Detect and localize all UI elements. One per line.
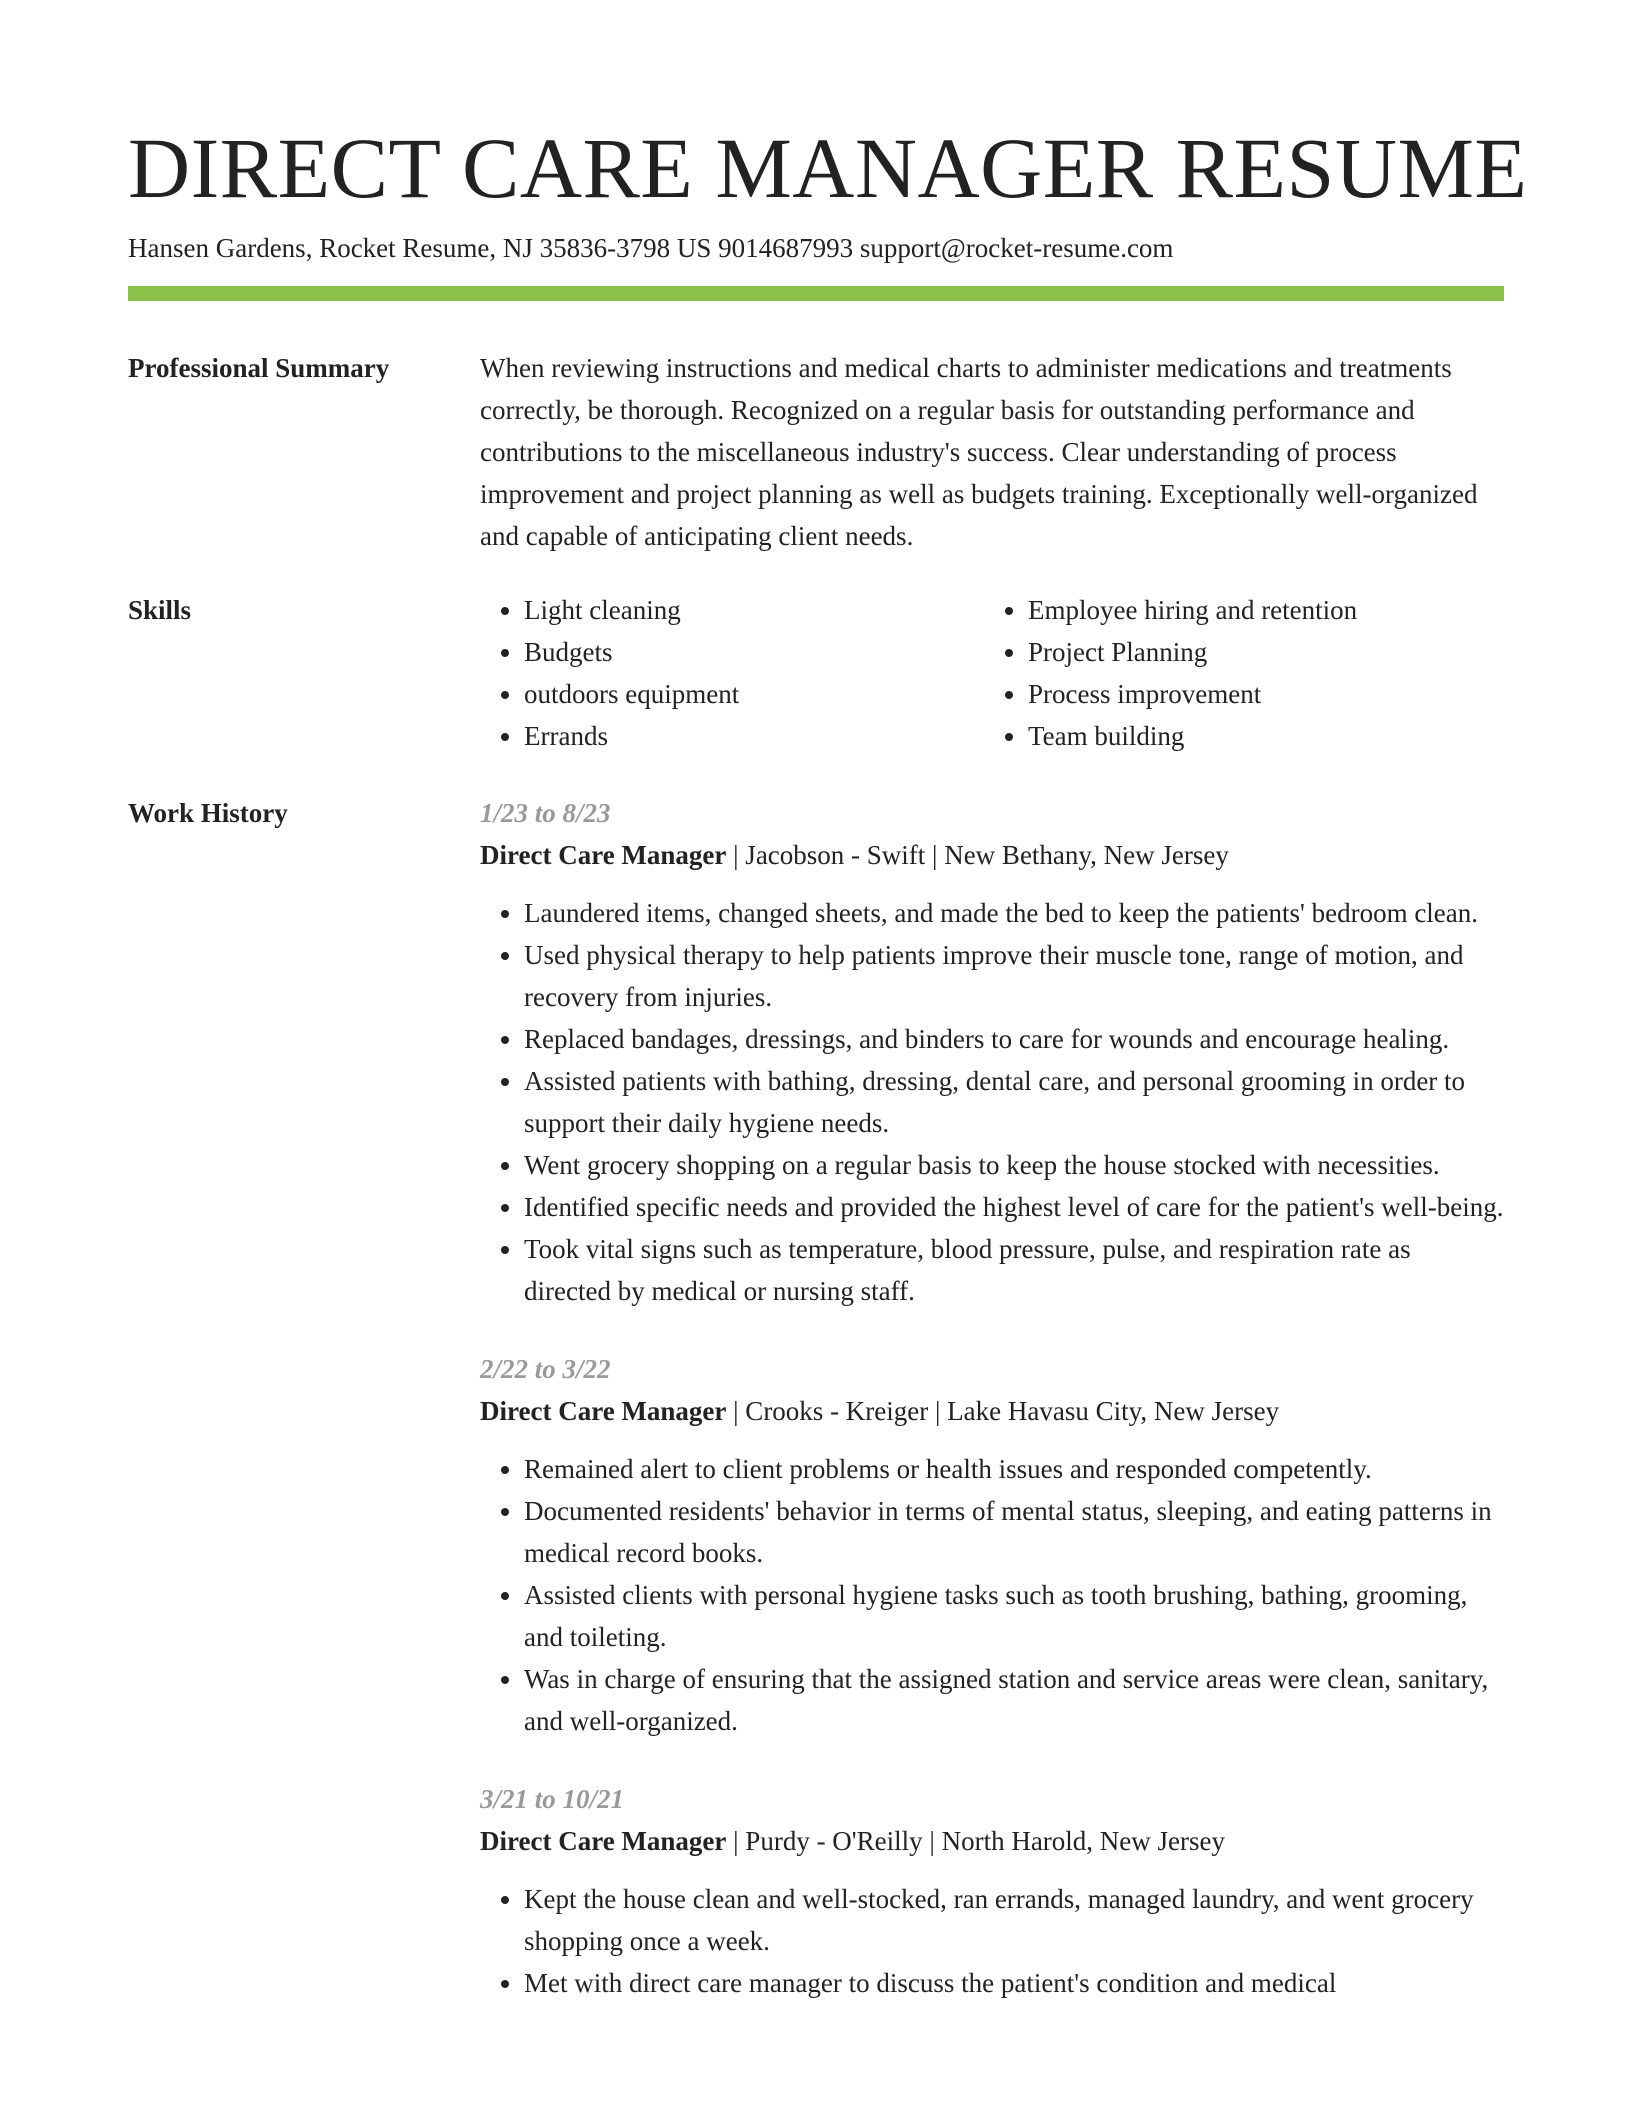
job-heading-line (480, 1820, 1504, 1862)
job-duty: • Kept the house clean and well-stocked, ran errands, managed laundry, and went grocery shopping once a week. (524, 1878, 1504, 1962)
job-dates: 2/22 to 3/22 (480, 1354, 611, 1384)
job-duty: • Assisted clients with personal hygiene tasks such as tooth brushing, bathing, grooming, and toileting. (524, 1574, 1504, 1658)
summary-heading: Professional Summary (128, 353, 390, 383)
job-entry (480, 1348, 1504, 1742)
accent-divider (128, 286, 1504, 301)
job-title: Direct Care Manager (480, 1396, 727, 1426)
job-duty: • Met with direct care manager to discuss the patient's condition and medical (524, 1962, 1504, 2004)
skill-item: • Team building (1028, 715, 1488, 757)
job-duty: • Laundered items, changed sheets, and made the bed to keep the patients' bedroom clean. (524, 892, 1504, 934)
job-dates: 1/23 to 8/23 (480, 798, 611, 828)
summary-text: When reviewing instructions and medical charts to administer medications and treatments correctly, be thorough. Recognized on a regular basis for outstanding performance and contributions to the miscellaneous industry's success. Clear understanding of process improvement and project planning as well as budgets training. Exceptionally well-organized and capable of anticipating client needs. (480, 353, 1478, 551)
work-history-heading: Work History (128, 798, 288, 828)
job-heading-line (480, 1390, 1504, 1432)
skill-item: • Process improvement (1028, 673, 1488, 715)
skill-item: • Project Planning (1028, 631, 1488, 673)
summary-body (480, 347, 1504, 557)
work-history-body (480, 792, 1504, 2040)
job-duty: • Replaced bandages, dressings, and binders to care for wounds and encourage healing. (524, 1018, 1504, 1060)
skill-item: • Budgets (524, 631, 984, 673)
skills-columns (480, 589, 1504, 757)
job-duty: • Used physical therapy to help patients improve their muscle tone, range of motion, and recovery from injuries. (524, 934, 1504, 1018)
job-duty: • Took vital signs such as temperature, blood pressure, pulse, and respiration rate as directed by medical or nursing staff. (524, 1228, 1504, 1312)
job-title: Direct Care Manager (480, 1826, 727, 1856)
resume-title: DIRECT CARE MANAGER RESUME (128, 120, 1528, 216)
skill-item: • outdoors equipment (524, 673, 984, 715)
skills-body (480, 589, 1504, 757)
job-employer-location: | Purdy - O'Reilly | North Harold, New Jersey (726, 1826, 1225, 1856)
job-duties-list (480, 1878, 1504, 2004)
skills-heading: Skills (128, 595, 192, 625)
contact-info: Hansen Gardens, Rocket Resume, NJ 35836-3798 US 9014687993 support@rocket-resume.com (128, 233, 1174, 263)
job-duty: • Documented residents' behavior in terms of mental status, sleeping, and eating patterns in medical record books. (524, 1490, 1504, 1574)
job-duty: • Identified specific needs and provided the highest level of care for the patient's well-being. (524, 1186, 1504, 1228)
skill-item: • Employee hiring and retention (1028, 589, 1488, 631)
job-duty: • Remained alert to client problems or health issues and responded competently. (524, 1448, 1504, 1490)
skill-item: • Light cleaning (524, 589, 984, 631)
job-duties-list (480, 892, 1504, 1312)
job-duty: • Assisted patients with bathing, dressing, dental care, and personal grooming in order to support their daily hygiene needs. (524, 1060, 1504, 1144)
job-duty: • Went grocery shopping on a regular basis to keep the house stocked with necessities. (524, 1144, 1504, 1186)
job-duties-list (480, 1448, 1504, 1742)
job-entry (480, 792, 1504, 1312)
skills-list-left (480, 589, 984, 757)
skill-item: • Errands (524, 715, 984, 757)
job-duty: • Was in charge of ensuring that the assigned station and service areas were clean, sanitary, and well-organized. (524, 1658, 1504, 1742)
skills-list-right (984, 589, 1488, 757)
job-heading-line (480, 834, 1504, 876)
job-dates: 3/21 to 10/21 (480, 1784, 625, 1814)
job-employer-location: | Crooks - Kreiger | Lake Havasu City, New Jersey (726, 1396, 1280, 1426)
job-employer-location: | Jacobson - Swift | New Bethany, New Jersey (726, 840, 1229, 870)
job-entry (480, 1778, 1504, 2004)
job-title: Direct Care Manager (480, 840, 727, 870)
